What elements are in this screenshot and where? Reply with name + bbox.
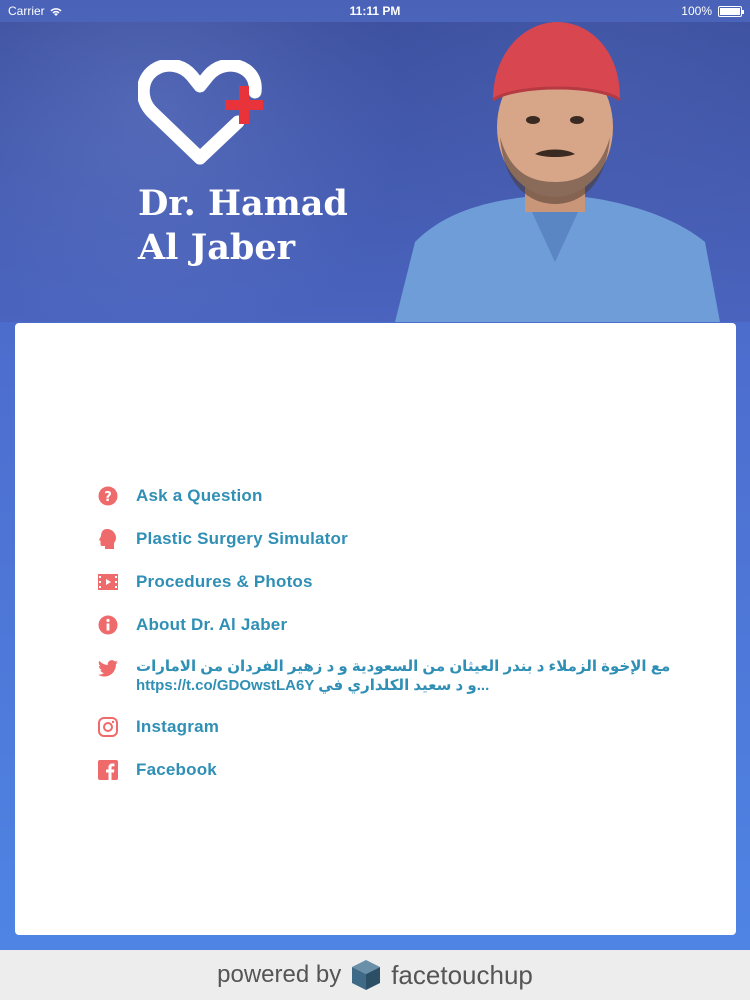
heart-plus-logo-icon (138, 60, 270, 170)
header (0, 22, 750, 322)
menu-item-instagram[interactable] (97, 716, 717, 738)
powered-by-label: powered by (217, 961, 342, 988)
tweet-line-1: مع الإخوة الزملاء د بندر العيثان من السعودية و د زهير الفردان من الامارات (136, 658, 671, 675)
facetouchup-brand: facetouchup (391, 959, 533, 990)
status-right (681, 4, 742, 18)
menu-label-procedures-photos: Procedures & Photos (136, 572, 313, 591)
carrier-label: Carrier (8, 4, 45, 18)
question-icon (97, 485, 119, 507)
instagram-icon (97, 716, 119, 738)
menu-label-surgery-simulator: Plastic Surgery Simulator (136, 529, 348, 548)
menu-card (15, 323, 736, 935)
menu-label-instagram: Instagram (136, 717, 220, 736)
menu-item-procedures-photos[interactable] (97, 571, 717, 593)
doctor-name-line1: Dr. Hamad (138, 183, 348, 224)
doctor-name-line2: Al Jaber (138, 227, 296, 268)
menu-item-facebook[interactable] (97, 759, 717, 781)
menu-item-ask-question[interactable] (97, 485, 717, 507)
wifi-icon (49, 6, 63, 17)
facetouchup-cube-icon (351, 959, 381, 991)
status-left (8, 4, 63, 18)
battery-percent: 100% (681, 4, 712, 18)
film-icon (97, 571, 119, 593)
status-bar (0, 0, 750, 22)
facebook-icon (97, 759, 119, 781)
menu-label-ask-question: Ask a Question (136, 486, 263, 505)
menu-list (97, 485, 717, 802)
tweet-text (136, 657, 670, 695)
svg-text:?: ? (104, 490, 112, 505)
menu-label-about: About Dr. Al Jaber (136, 615, 288, 634)
status-time: 11:11 PM (349, 4, 401, 18)
head-profile-icon (97, 528, 119, 550)
info-icon (97, 614, 119, 636)
doctor-name (138, 182, 348, 270)
menu-label-facebook: Facebook (136, 760, 217, 779)
tweet-line-2: https://t.co/GDOwstLA6Y و د سعيد الكلداري في... (136, 677, 490, 694)
twitter-icon (97, 657, 119, 679)
menu-item-twitter[interactable] (97, 657, 717, 695)
footer[interactable] (0, 950, 750, 1000)
battery-icon (718, 6, 742, 17)
menu-item-about[interactable] (97, 614, 717, 636)
menu-item-surgery-simulator[interactable] (97, 528, 717, 550)
doctor-portrait (385, 22, 730, 322)
